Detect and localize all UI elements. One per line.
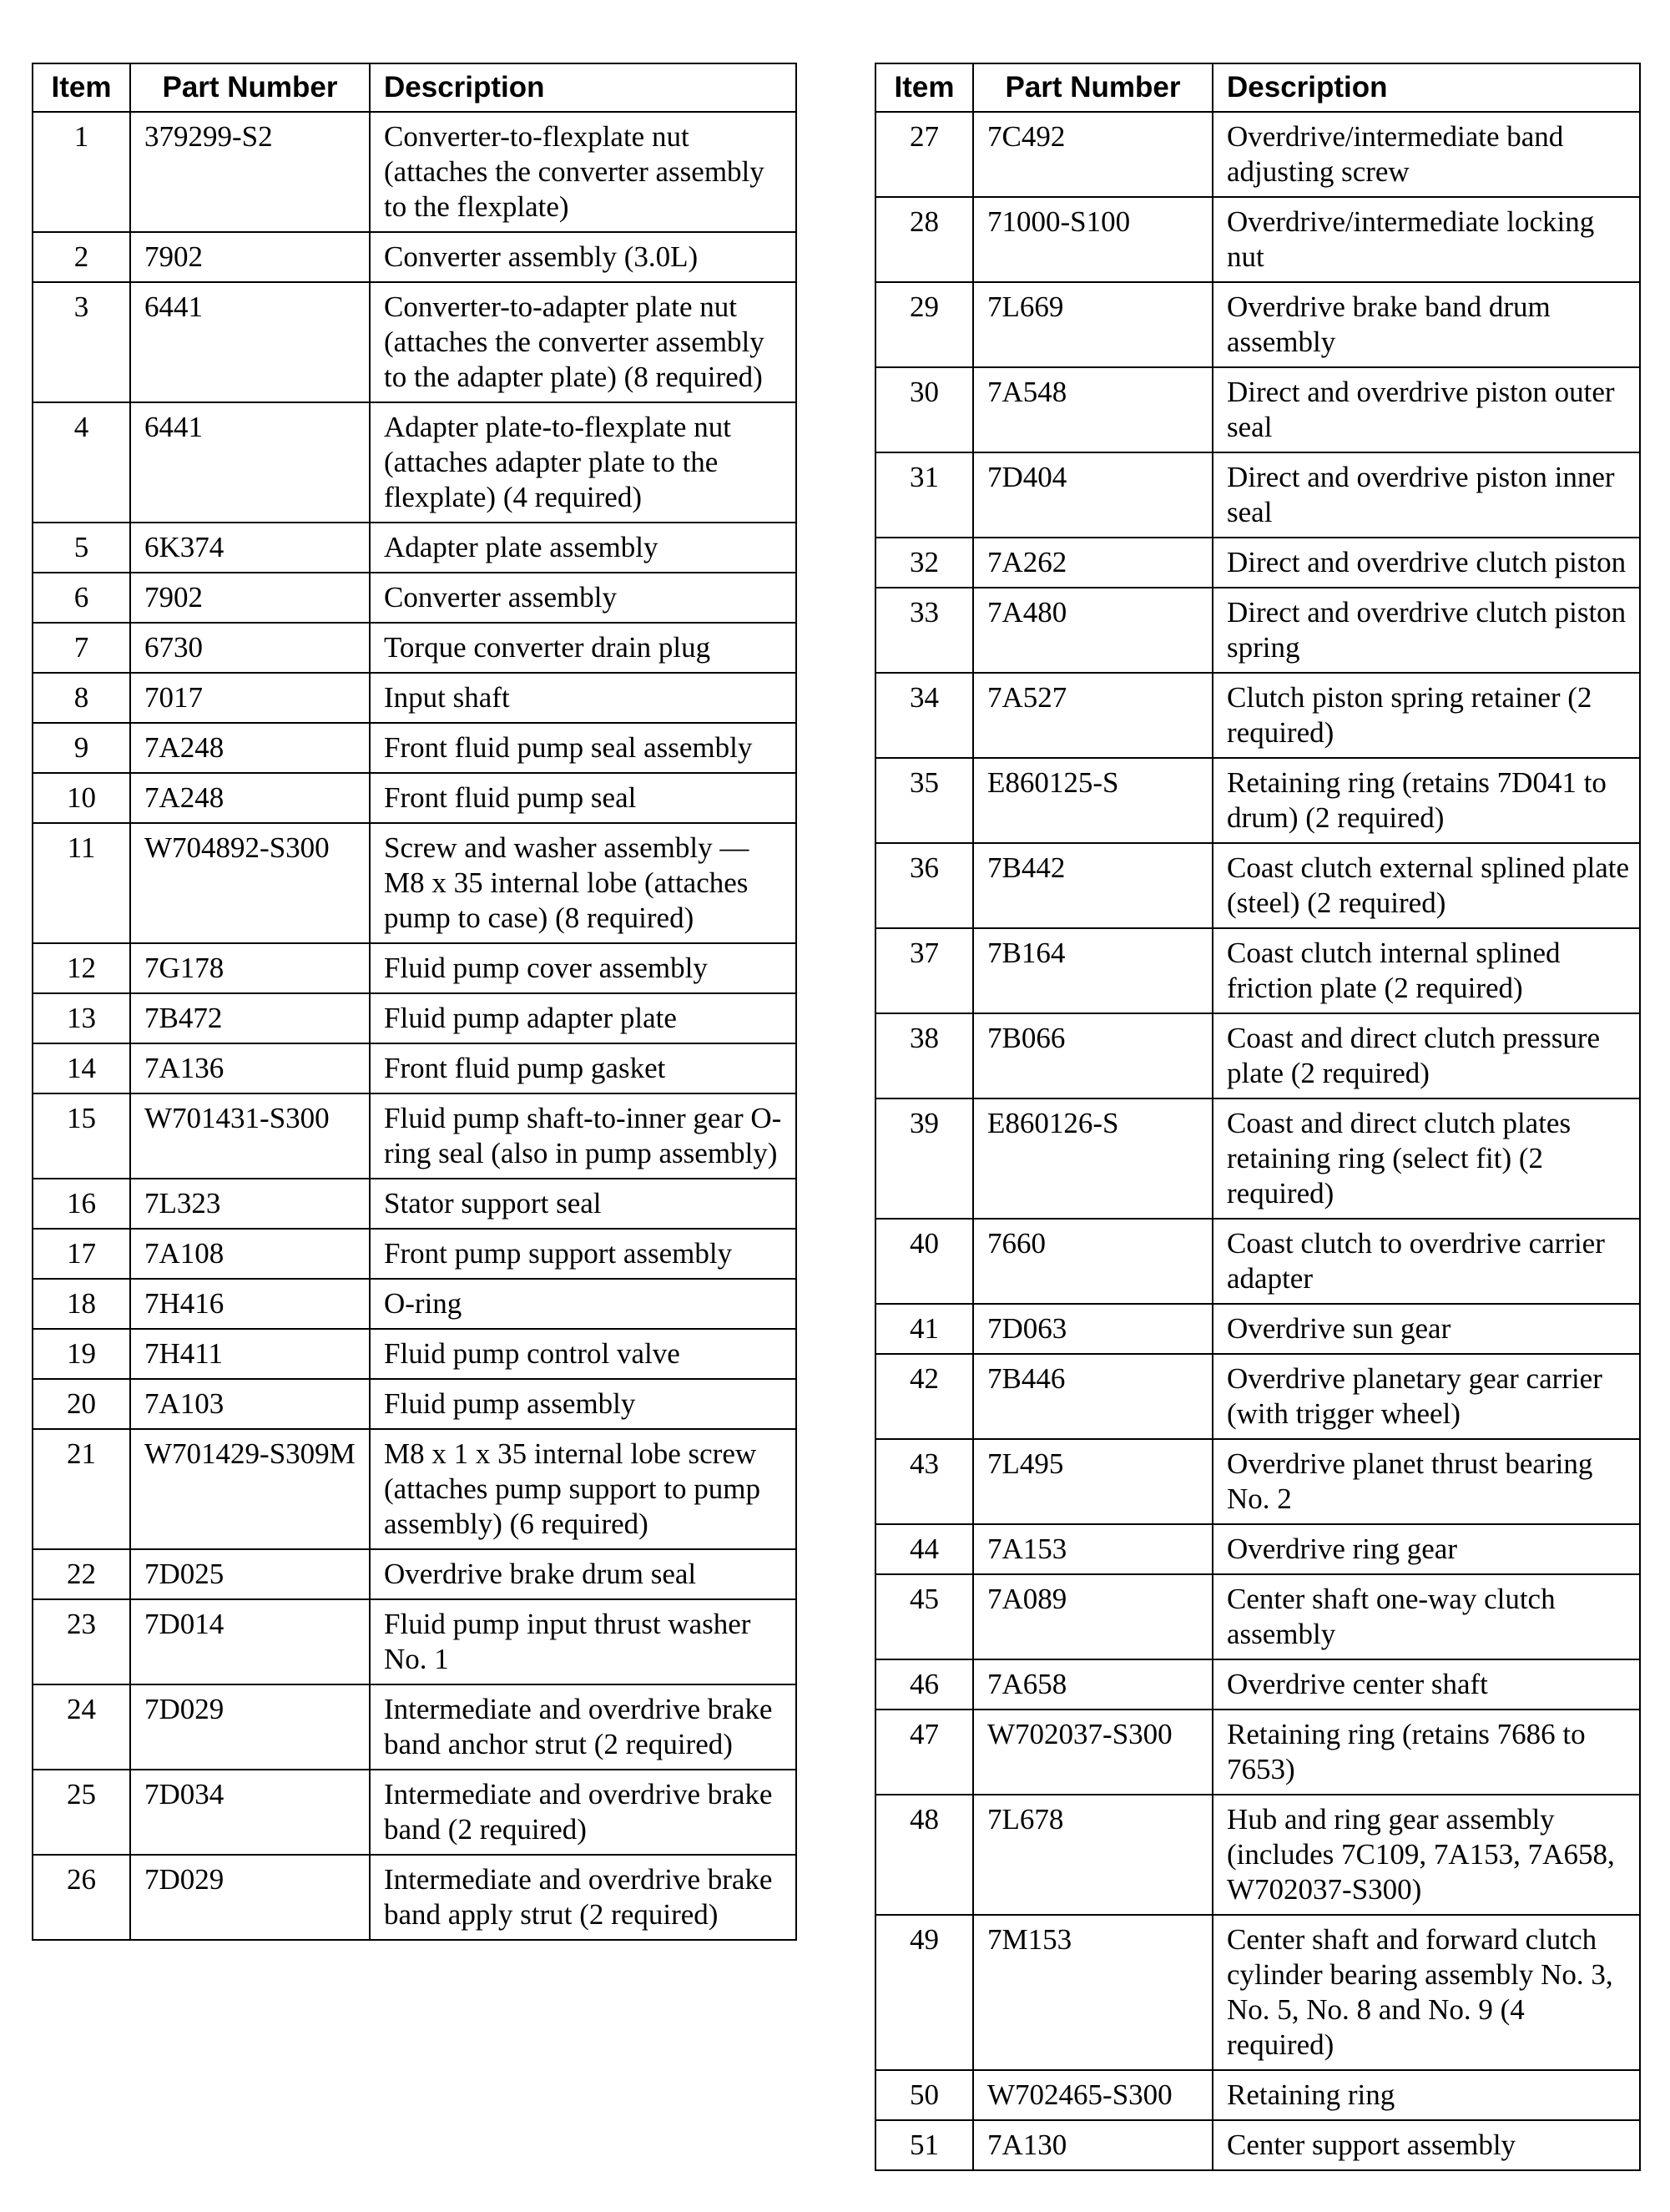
- part-number-cell: 7D014: [130, 1599, 370, 1684]
- description-cell: Retaining ring (retains 7D041 to drum) (2 required): [1213, 758, 1640, 843]
- table-row: [33, 232, 796, 282]
- description-cell: Overdrive planetary gear carrier (with trigger wheel): [1213, 1354, 1640, 1439]
- description-cell: Coast clutch to overdrive carrier adapter: [1213, 1219, 1640, 1304]
- description-cell: Converter assembly: [370, 573, 796, 623]
- part-number-cell: E860125-S: [973, 758, 1213, 843]
- item-number-cell: 5: [33, 523, 130, 573]
- part-number-cell: W702037-S300: [973, 1710, 1213, 1795]
- table-row: [33, 1279, 796, 1329]
- description-cell: Converter-to-flexplate nut (attaches the converter assembly to the flexplate): [370, 112, 796, 232]
- part-number-cell: 7A103: [130, 1379, 370, 1429]
- header-description: Description: [1213, 63, 1640, 112]
- description-cell: Center shaft one-way clutch assembly: [1213, 1574, 1640, 1659]
- item-number-cell: 11: [33, 823, 130, 943]
- part-number-cell: 7660: [973, 1219, 1213, 1304]
- description-cell: Fluid pump adapter plate: [370, 993, 796, 1043]
- table-row: [875, 1915, 1640, 2070]
- description-cell: Overdrive brake drum seal: [370, 1549, 796, 1599]
- part-number-cell: 7B472: [130, 993, 370, 1043]
- table-row: [875, 673, 1640, 758]
- part-number-cell: 7D029: [130, 1855, 370, 1940]
- table-row: [33, 773, 796, 823]
- table-row: [875, 1354, 1640, 1439]
- table-row: [875, 282, 1640, 367]
- part-number-cell: 7A262: [973, 538, 1213, 588]
- part-number-cell: 7L669: [973, 282, 1213, 367]
- item-number-cell: 41: [875, 1304, 973, 1354]
- part-number-cell: W701429-S309M: [130, 1429, 370, 1549]
- table-row: [33, 1179, 796, 1229]
- item-number-cell: 2: [33, 232, 130, 282]
- description-cell: Front fluid pump seal assembly: [370, 723, 796, 773]
- item-number-cell: 38: [875, 1013, 973, 1098]
- table-row: [33, 573, 796, 623]
- part-number-cell: 7C492: [973, 112, 1213, 197]
- description-cell: Overdrive/intermediate band adjusting screw: [1213, 112, 1640, 197]
- item-number-cell: 12: [33, 943, 130, 993]
- part-number-cell: 7D063: [973, 1304, 1213, 1354]
- part-number-cell: 7A248: [130, 773, 370, 823]
- description-cell: Retaining ring: [1213, 2070, 1640, 2120]
- item-number-cell: 16: [33, 1179, 130, 1229]
- header-item: Item: [875, 63, 973, 112]
- table-row: [33, 723, 796, 773]
- description-cell: Direct and overdrive clutch piston spring: [1213, 588, 1640, 673]
- item-number-cell: 33: [875, 588, 973, 673]
- table-row: [33, 112, 796, 232]
- table-row: [875, 1574, 1640, 1659]
- item-number-cell: 40: [875, 1219, 973, 1304]
- table-row: [875, 1439, 1640, 1524]
- part-number-cell: 7D025: [130, 1549, 370, 1599]
- description-cell: Converter-to-adapter plate nut (attaches the converter assembly to the adapter plate) (8 required): [370, 282, 796, 402]
- table-row: [875, 1659, 1640, 1710]
- item-number-cell: 44: [875, 1524, 973, 1574]
- description-cell: Retaining ring (retains 7686 to 7653): [1213, 1710, 1640, 1795]
- item-number-cell: 22: [33, 1549, 130, 1599]
- parts-table-left-body: [33, 112, 796, 1940]
- item-number-cell: 49: [875, 1915, 973, 2070]
- description-cell: Overdrive center shaft: [1213, 1659, 1640, 1710]
- description-cell: Direct and overdrive piston inner seal: [1213, 452, 1640, 538]
- item-number-cell: 48: [875, 1795, 973, 1915]
- table-row: [875, 1098, 1640, 1219]
- header-item: Item: [33, 63, 130, 112]
- table-row: [875, 2070, 1640, 2120]
- table-row: [33, 1229, 796, 1279]
- table-row: [33, 1379, 796, 1429]
- description-cell: Torque converter drain plug: [370, 623, 796, 673]
- part-number-cell: 7902: [130, 573, 370, 623]
- part-number-cell: 379299-S2: [130, 112, 370, 232]
- part-number-cell: 6730: [130, 623, 370, 673]
- table-row: [33, 1855, 796, 1940]
- part-number-cell: 7B442: [973, 843, 1213, 928]
- part-number-cell: 7A658: [973, 1659, 1213, 1710]
- table-row: [875, 197, 1640, 282]
- part-number-cell: E860126-S: [973, 1098, 1213, 1219]
- item-number-cell: 25: [33, 1770, 130, 1855]
- part-number-cell: 7B164: [973, 928, 1213, 1013]
- description-cell: Converter assembly (3.0L): [370, 232, 796, 282]
- item-number-cell: 15: [33, 1093, 130, 1179]
- item-number-cell: 47: [875, 1710, 973, 1795]
- item-number-cell: 24: [33, 1684, 130, 1770]
- table-row: [33, 282, 796, 402]
- item-number-cell: 26: [33, 1855, 130, 1940]
- item-number-cell: 4: [33, 402, 130, 523]
- item-number-cell: 51: [875, 2120, 973, 2170]
- item-number-cell: 28: [875, 197, 973, 282]
- description-cell: Coast clutch external splined plate (steel) (2 required): [1213, 843, 1640, 928]
- table-row: [875, 452, 1640, 538]
- description-cell: Fluid pump assembly: [370, 1379, 796, 1429]
- description-cell: Overdrive ring gear: [1213, 1524, 1640, 1574]
- part-number-cell: 7A136: [130, 1043, 370, 1093]
- item-number-cell: 27: [875, 112, 973, 197]
- description-cell: Direct and overdrive piston outer seal: [1213, 367, 1640, 452]
- parts-table-right-body: [875, 112, 1640, 2170]
- item-number-cell: 17: [33, 1229, 130, 1279]
- part-number-cell: 7L495: [973, 1439, 1213, 1524]
- item-number-cell: 31: [875, 452, 973, 538]
- item-number-cell: 20: [33, 1379, 130, 1429]
- part-number-cell: 7H411: [130, 1329, 370, 1379]
- item-number-cell: 13: [33, 993, 130, 1043]
- table-row: [875, 1013, 1640, 1098]
- part-number-cell: 7M153: [973, 1915, 1213, 2070]
- item-number-cell: 37: [875, 928, 973, 1013]
- table-row: [33, 1429, 796, 1549]
- description-cell: Fluid pump cover assembly: [370, 943, 796, 993]
- description-cell: Coast clutch internal splined friction plate (2 required): [1213, 928, 1640, 1013]
- item-number-cell: 8: [33, 673, 130, 723]
- table-row: [875, 112, 1640, 197]
- table-row: [875, 367, 1640, 452]
- description-cell: Fluid pump input thrust washer No. 1: [370, 1599, 796, 1684]
- header-part-number: Part Number: [973, 63, 1213, 112]
- item-number-cell: 3: [33, 282, 130, 402]
- item-number-cell: 14: [33, 1043, 130, 1093]
- description-cell: Coast and direct clutch pressure plate (2 required): [1213, 1013, 1640, 1098]
- table-header-row: [875, 63, 1640, 112]
- item-number-cell: 18: [33, 1279, 130, 1329]
- description-cell: Overdrive/intermediate locking nut: [1213, 197, 1640, 282]
- item-number-cell: 19: [33, 1329, 130, 1379]
- table-row: [875, 928, 1640, 1013]
- description-cell: O-ring: [370, 1279, 796, 1329]
- part-number-cell: 7A248: [130, 723, 370, 773]
- table-row: [33, 1770, 796, 1855]
- description-cell: Screw and washer assembly — M8 x 35 internal lobe (attaches pump to case) (8 required): [370, 823, 796, 943]
- part-number-cell: 7A548: [973, 367, 1213, 452]
- table-header-row: [33, 63, 796, 112]
- table-row: [33, 823, 796, 943]
- description-cell: Center support assembly: [1213, 2120, 1640, 2170]
- item-number-cell: 50: [875, 2070, 973, 2120]
- part-number-cell: 7D029: [130, 1684, 370, 1770]
- description-cell: Intermediate and overdrive brake band apply strut (2 required): [370, 1855, 796, 1940]
- part-number-cell: 6441: [130, 282, 370, 402]
- item-number-cell: 42: [875, 1354, 973, 1439]
- item-number-cell: 7: [33, 623, 130, 673]
- table-row: [875, 588, 1640, 673]
- item-number-cell: 32: [875, 538, 973, 588]
- table-row: [33, 993, 796, 1043]
- table-row: [33, 943, 796, 993]
- item-number-cell: 6: [33, 573, 130, 623]
- item-number-cell: 35: [875, 758, 973, 843]
- table-row: [875, 758, 1640, 843]
- description-cell: Overdrive brake band drum assembly: [1213, 282, 1640, 367]
- table-row: [33, 1549, 796, 1599]
- part-number-cell: W704892-S300: [130, 823, 370, 943]
- parts-table-left: [32, 63, 797, 1941]
- part-number-cell: 7A108: [130, 1229, 370, 1279]
- description-cell: Center shaft and forward clutch cylinder bearing assembly No. 3, No. 5, No. 8 and No. 9 (4 required): [1213, 1915, 1640, 2070]
- table-row: [33, 673, 796, 723]
- table-row: [875, 1524, 1640, 1574]
- description-cell: Front fluid pump seal: [370, 773, 796, 823]
- description-cell: M8 x 1 x 35 internal lobe screw (attaches pump support to pump assembly) (6 required): [370, 1429, 796, 1549]
- description-cell: Stator support seal: [370, 1179, 796, 1229]
- description-cell: Overdrive sun gear: [1213, 1304, 1640, 1354]
- table-row: [33, 523, 796, 573]
- parts-table-right: [875, 63, 1641, 2171]
- description-cell: Overdrive planet thrust bearing No. 2: [1213, 1439, 1640, 1524]
- item-number-cell: 46: [875, 1659, 973, 1710]
- table-row: [33, 1599, 796, 1684]
- item-number-cell: 43: [875, 1439, 973, 1524]
- header-part-number: Part Number: [130, 63, 370, 112]
- table-row: [875, 1710, 1640, 1795]
- description-cell: Fluid pump control valve: [370, 1329, 796, 1379]
- part-number-cell: 7D404: [973, 452, 1213, 538]
- part-number-cell: 7B066: [973, 1013, 1213, 1098]
- table-row: [33, 1329, 796, 1379]
- table-row: [33, 1684, 796, 1770]
- part-number-cell: 7A130: [973, 2120, 1213, 2170]
- description-cell: Input shaft: [370, 673, 796, 723]
- part-number-cell: 6K374: [130, 523, 370, 573]
- part-number-cell: 7B446: [973, 1354, 1213, 1439]
- header-description: Description: [370, 63, 796, 112]
- description-cell: Clutch piston spring retainer (2 required): [1213, 673, 1640, 758]
- item-number-cell: 39: [875, 1098, 973, 1219]
- description-cell: Front fluid pump gasket: [370, 1043, 796, 1093]
- item-number-cell: 21: [33, 1429, 130, 1549]
- part-number-cell: 7902: [130, 232, 370, 282]
- item-number-cell: 23: [33, 1599, 130, 1684]
- table-row: [875, 1795, 1640, 1915]
- part-number-cell: 7A527: [973, 673, 1213, 758]
- table-row: [33, 402, 796, 523]
- part-number-cell: 7A480: [973, 588, 1213, 673]
- item-number-cell: 36: [875, 843, 973, 928]
- description-cell: Intermediate and overdrive brake band (2 required): [370, 1770, 796, 1855]
- part-number-cell: 7A089: [973, 1574, 1213, 1659]
- table-row: [875, 1219, 1640, 1304]
- description-cell: Hub and ring gear assembly (includes 7C109, 7A153, 7A658, W702037-S300): [1213, 1795, 1640, 1915]
- item-number-cell: 10: [33, 773, 130, 823]
- part-number-cell: 7L323: [130, 1179, 370, 1229]
- item-number-cell: 1: [33, 112, 130, 232]
- item-number-cell: 45: [875, 1574, 973, 1659]
- part-number-cell: W701431-S300: [130, 1093, 370, 1179]
- table-row: [875, 538, 1640, 588]
- table-row: [33, 1093, 796, 1179]
- part-number-cell: 7017: [130, 673, 370, 723]
- part-number-cell: 7G178: [130, 943, 370, 993]
- part-number-cell: 7A153: [973, 1524, 1213, 1574]
- description-cell: Adapter plate-to-flexplate nut (attaches adapter plate to the flexplate) (4 required): [370, 402, 796, 523]
- item-number-cell: 9: [33, 723, 130, 773]
- part-number-cell: 71000-S100: [973, 197, 1213, 282]
- table-row: [875, 2120, 1640, 2170]
- part-number-cell: 6441: [130, 402, 370, 523]
- description-cell: Coast and direct clutch plates retaining ring (select fit) (2 required): [1213, 1098, 1640, 1219]
- description-cell: Intermediate and overdrive brake band anchor strut (2 required): [370, 1684, 796, 1770]
- table-row: [875, 1304, 1640, 1354]
- table-row: [875, 843, 1640, 928]
- description-cell: Adapter plate assembly: [370, 523, 796, 573]
- table-row: [33, 1043, 796, 1093]
- table-row: [33, 623, 796, 673]
- description-cell: Fluid pump shaft-to-inner gear O-ring seal (also in pump assembly): [370, 1093, 796, 1179]
- item-number-cell: 29: [875, 282, 973, 367]
- item-number-cell: 30: [875, 367, 973, 452]
- part-number-cell: 7H416: [130, 1279, 370, 1329]
- part-number-cell: 7D034: [130, 1770, 370, 1855]
- description-cell: Direct and overdrive clutch piston: [1213, 538, 1640, 588]
- item-number-cell: 34: [875, 673, 973, 758]
- description-cell: Front pump support assembly: [370, 1229, 796, 1279]
- part-number-cell: 7L678: [973, 1795, 1213, 1915]
- part-number-cell: W702465-S300: [973, 2070, 1213, 2120]
